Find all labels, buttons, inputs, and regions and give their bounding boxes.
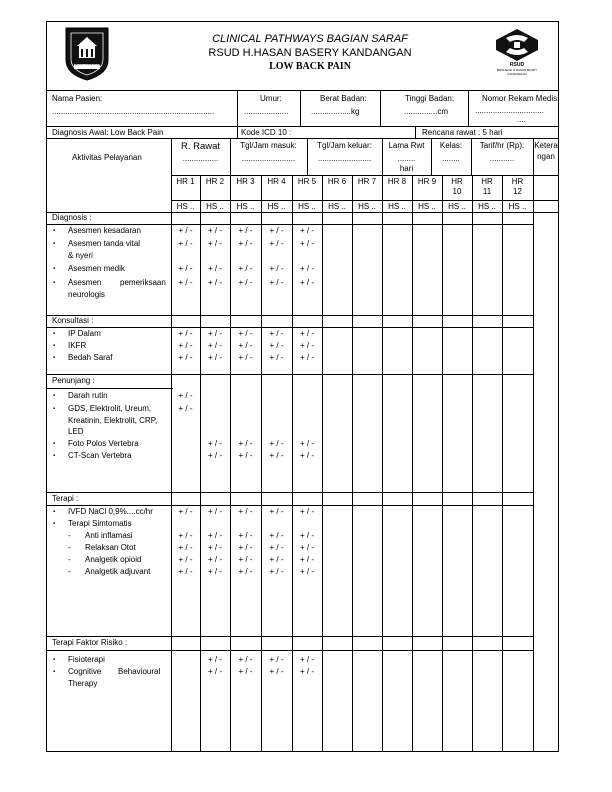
- r-rawat-header: R. Rawat: [180, 141, 221, 152]
- plus-minus-checkbox[interactable]: + / -: [178, 341, 193, 350]
- item-ivfd: IVFD NaCl 0,9%....cc/hr: [68, 507, 153, 516]
- plus-minus-checkbox[interactable]: + / -: [269, 341, 284, 350]
- tgl-keluar-header: Tgl/Jam keluar:: [317, 141, 372, 150]
- hs-cell[interactable]: HS ..: [206, 202, 224, 211]
- tgl-masuk-field[interactable]: ........................: [241, 154, 296, 163]
- rule-faktor-bottom: [46, 650, 533, 651]
- plus-minus-checkbox[interactable]: + / -: [269, 667, 284, 676]
- hs-cell[interactable]: HS ..: [448, 202, 466, 211]
- section-penunjang: Penunjang :: [52, 376, 95, 385]
- tgl-masuk-header: Tgl/Jam masuk:: [240, 141, 297, 150]
- plus-minus-checkbox[interactable]: + / -: [299, 555, 314, 564]
- rule-patient-v1: [237, 90, 238, 126]
- plus-minus-checkbox[interactable]: + / -: [269, 353, 284, 362]
- plus-minus-checkbox[interactable]: + / -: [178, 531, 193, 540]
- plus-minus-checkbox[interactable]: + / -: [299, 655, 314, 664]
- plus-minus-checkbox[interactable]: + / -: [207, 531, 222, 540]
- item-asesmen-tanda-vital: Asesmen tanda vital: [68, 239, 141, 248]
- plus-minus-checkbox[interactable]: + / -: [238, 278, 253, 287]
- bullet: ▪: [53, 509, 56, 515]
- bullet: ▪: [53, 657, 56, 663]
- plus-minus-checkbox[interactable]: + / -: [269, 567, 284, 576]
- rule-diag-bottom: [46, 138, 559, 139]
- keterangan-header-cont: ngan: [537, 152, 555, 161]
- right-logo-subtext: BRIGJEND H.HASAN BASRY KANDANGAN: [496, 68, 538, 76]
- plus-minus-checkbox[interactable]: + / -: [269, 507, 284, 516]
- plus-minus-checkbox[interactable]: + / -: [178, 555, 193, 564]
- plus-minus-checkbox[interactable]: + / -: [178, 567, 193, 576]
- bullet: ▪: [53, 441, 56, 447]
- plus-minus-checkbox[interactable]: + / -: [299, 278, 314, 287]
- bullet: ▪: [53, 241, 56, 247]
- hs-cell[interactable]: HS ..: [328, 202, 346, 211]
- plus-minus-checkbox[interactable]: + / -: [299, 264, 314, 273]
- item-asesmen-pemeriksaan-cont: neurologis: [68, 290, 105, 299]
- plus-minus-checkbox[interactable]: + / -: [299, 239, 314, 248]
- plus-minus-checkbox[interactable]: + / -: [178, 404, 193, 413]
- tarif-field[interactable]: ...........: [489, 154, 515, 163]
- plus-minus-checkbox[interactable]: + / -: [269, 226, 284, 235]
- bullet: ▪: [53, 669, 56, 675]
- rule-terapi-top: [46, 492, 533, 493]
- plus-minus-checkbox[interactable]: + / -: [238, 667, 253, 676]
- bullet: ▪: [53, 453, 56, 459]
- plus-minus-checkbox[interactable]: + / -: [269, 239, 284, 248]
- item-analgetik-opioid: Analgetik opioid: [85, 555, 142, 564]
- keterangan-header: Ketera: [534, 141, 558, 150]
- plus-minus-checkbox[interactable]: + / -: [269, 555, 284, 564]
- rule-penunjang-bottom: [46, 388, 173, 389]
- dash: -: [68, 531, 71, 540]
- plus-minus-checkbox[interactable]: + / -: [178, 543, 193, 552]
- hs-cell[interactable]: HS ..: [508, 202, 527, 211]
- title-line1: CLINICAL PATHWAYS BAGIAN SARAF: [212, 33, 408, 45]
- section-faktor-risiko: Terapi Faktor Risiko :: [52, 638, 128, 647]
- tinggi-badan-field[interactable]: ...............cm: [404, 107, 449, 116]
- plus-minus-checkbox[interactable]: + / -: [238, 226, 253, 235]
- dash: -: [68, 567, 71, 576]
- hr-column-header: HR: [451, 177, 463, 186]
- plus-minus-checkbox[interactable]: + / -: [178, 353, 193, 362]
- plus-minus-checkbox[interactable]: + / -: [299, 543, 314, 552]
- nama-pasien-label: Nama Pasien:: [52, 94, 103, 103]
- kelas-header: Kelas:: [439, 141, 463, 150]
- plus-minus-checkbox[interactable]: + / -: [238, 329, 253, 338]
- title-line2: RSUD H.HASAN BASERY KANDANGAN: [208, 47, 412, 59]
- rekam-medis-field[interactable]: ...............................: [475, 106, 544, 115]
- hr-column-header: HR 6: [327, 177, 347, 186]
- plus-minus-checkbox[interactable]: + / -: [178, 239, 193, 248]
- rule-patient-v3: [380, 90, 381, 126]
- plus-minus-checkbox[interactable]: + / -: [299, 226, 314, 235]
- bullet: ▪: [53, 228, 56, 234]
- plus-minus-checkbox[interactable]: + / -: [207, 507, 222, 516]
- plus-minus-checkbox[interactable]: + / -: [238, 507, 253, 516]
- right-logo-text: RSUD: [509, 62, 525, 68]
- plus-minus-checkbox[interactable]: + / -: [238, 439, 253, 448]
- plus-minus-checkbox[interactable]: + / -: [207, 439, 222, 448]
- right-logo: [494, 28, 540, 62]
- item-ip-dalam: IP Dalam: [68, 329, 101, 338]
- plus-minus-checkbox[interactable]: + / -: [178, 278, 193, 287]
- item-therapy: Therapy: [68, 679, 98, 688]
- hs-cell[interactable]: HS ..: [388, 202, 406, 211]
- diagnosis-awal: Diagnosis Awal: Low Back Pain: [52, 128, 164, 137]
- plus-minus-checkbox[interactable]: + / -: [269, 278, 284, 287]
- bullet: ▪: [53, 406, 56, 412]
- plus-minus-checkbox[interactable]: + / -: [207, 555, 222, 564]
- item-asesmen-pemeriksaan-word2: pemeriksaan: [120, 278, 166, 287]
- rule-hr-column: [472, 175, 473, 752]
- hr-column-header: 11: [482, 187, 492, 196]
- plus-minus-checkbox[interactable]: + / -: [238, 567, 253, 576]
- rule-hr-column: [322, 175, 323, 752]
- berat-badan-label: Berat Badan:: [320, 94, 367, 103]
- plus-minus-checkbox[interactable]: + / -: [299, 451, 314, 460]
- item-gds-cont2: LED: [68, 427, 84, 436]
- dash: -: [68, 543, 71, 552]
- bullet: ▪: [53, 280, 56, 286]
- item-behavioural: Behavioural: [118, 667, 161, 676]
- kode-icd[interactable]: Kode ICD 10 :: [241, 128, 292, 137]
- hr-column-header: HR 9: [417, 177, 437, 186]
- rule-penunjang-top: [46, 374, 533, 375]
- plus-minus-checkbox[interactable]: + / -: [178, 264, 193, 273]
- hs-cell[interactable]: HS ..: [418, 202, 436, 211]
- item-relaksan-otot: Relaksan Otot: [85, 543, 136, 552]
- hs-cell[interactable]: HS ..: [267, 202, 286, 211]
- plus-minus-checkbox[interactable]: + / -: [207, 264, 222, 273]
- item-gds-cont1: Kreatinin, Elektrolit, CRP,: [68, 416, 158, 425]
- left-logo-ribbon: KAB HULU SUNGAI SELATAN: [74, 64, 102, 66]
- plus-minus-checkbox[interactable]: + / -: [299, 329, 314, 338]
- hr-column-header: HR 8: [387, 177, 407, 186]
- hr-column-header: HR 3: [236, 177, 255, 186]
- hr-column-header: HR: [481, 177, 493, 186]
- plus-minus-checkbox[interactable]: + / -: [238, 239, 253, 248]
- plus-minus-checkbox[interactable]: + / -: [299, 531, 314, 540]
- plus-minus-checkbox[interactable]: + / -: [207, 451, 222, 460]
- plus-minus-checkbox[interactable]: + / -: [269, 329, 284, 338]
- plus-minus-checkbox[interactable]: + / -: [269, 655, 284, 664]
- rule-hr-column: [382, 175, 383, 752]
- item-anti-inflamasi: Anti inflamasi: [85, 531, 133, 540]
- plus-minus-checkbox[interactable]: + / -: [178, 391, 193, 400]
- section-terapi: Terapi :: [52, 494, 79, 503]
- rule-diagnosis-bottom: [46, 224, 533, 225]
- rule-head-v-ket: [533, 138, 534, 752]
- bullet: ▪: [53, 393, 56, 399]
- rule-terapi-bottom: [46, 505, 533, 506]
- rule-faktor-top: [46, 636, 533, 637]
- plus-minus-checkbox[interactable]: + / -: [269, 439, 284, 448]
- umur-field[interactable]: ....................: [244, 107, 289, 116]
- rule-header-bottom: [46, 90, 559, 91]
- plus-minus-checkbox[interactable]: + / -: [238, 264, 253, 273]
- plus-minus-checkbox[interactable]: + / -: [299, 353, 314, 362]
- section-konsultasi: Konsultasi :: [52, 316, 94, 325]
- nama-pasien-field[interactable]: .........................................................................: [52, 107, 215, 116]
- hs-cell[interactable]: HS ..: [478, 202, 496, 211]
- item-analgetik-adjuvant: Analgetik adjuvant: [85, 567, 151, 576]
- plus-minus-checkbox[interactable]: + / -: [207, 329, 222, 338]
- plus-minus-checkbox[interactable]: + / -: [238, 543, 253, 552]
- item-gds: GDS, Elektrolit, Ureum,: [68, 404, 152, 413]
- plus-minus-checkbox[interactable]: + / -: [238, 353, 253, 362]
- rekam-medis-label: Nomor Rekam Medis:: [482, 94, 560, 103]
- bullet: ▪: [53, 266, 56, 272]
- plus-minus-checkbox[interactable]: + / -: [269, 543, 284, 552]
- aktivitas-header: Aktivitas Pelayanan: [72, 153, 142, 162]
- section-diagnosis: Diagnosis :: [52, 213, 92, 222]
- rule-table-header-bottom: [46, 212, 559, 213]
- tgl-keluar-field[interactable]: ........................: [317, 154, 372, 163]
- rule-diag-v2: [415, 126, 416, 138]
- item-terapi-simtomatis: Terapi Simtomatis: [68, 519, 132, 528]
- hr-column-header: HR 1: [176, 177, 195, 186]
- item-ct-scan: CT-Scan Vertebra: [68, 451, 132, 460]
- tinggi-badan-label: Tinggi Badan:: [405, 94, 455, 103]
- rule-hr-column: [502, 175, 503, 752]
- plus-minus-checkbox[interactable]: + / -: [207, 239, 222, 248]
- plus-minus-checkbox[interactable]: + / -: [207, 667, 222, 676]
- rencana-rawat: Rencana rawat : 5 hari: [422, 128, 503, 137]
- hr-column-header: HR 2: [205, 177, 225, 186]
- rekam-medis-field-cont: ....: [517, 115, 526, 124]
- rule-hr-column: [200, 175, 201, 752]
- rule-patient-v2: [300, 90, 301, 126]
- lama-rawat-field[interactable]: ........: [397, 154, 416, 163]
- rule-patient-v4: [468, 90, 469, 126]
- berat-badan-field[interactable]: ..................kg: [311, 107, 360, 116]
- hr-column-header: HR 7: [357, 177, 377, 186]
- hr-column-header: HR: [511, 177, 524, 186]
- item-foto-polos: Foto Polos Vertebra: [68, 439, 139, 448]
- item-asesmen-tanda-vital-cont: & nyeri: [68, 251, 93, 260]
- plus-minus-checkbox[interactable]: + / -: [238, 341, 253, 350]
- title-line3: LOW BACK PAIN: [269, 61, 351, 72]
- plus-minus-checkbox[interactable]: + / -: [238, 451, 253, 460]
- rule-hr-column: [261, 175, 262, 752]
- plus-minus-checkbox[interactable]: + / -: [238, 531, 253, 540]
- rule-diag-v1: [237, 126, 238, 138]
- hs-cell[interactable]: HS ..: [358, 202, 376, 211]
- hr-column-header: 10: [452, 187, 462, 196]
- plus-minus-checkbox[interactable]: + / -: [299, 341, 314, 350]
- item-darah-rutin: Darah rutin: [68, 391, 108, 400]
- hs-cell[interactable]: HS ..: [176, 202, 195, 211]
- item-ikfr: IKFR: [68, 341, 87, 350]
- plus-minus-checkbox[interactable]: + / -: [299, 667, 314, 676]
- plus-minus-checkbox[interactable]: + / -: [207, 353, 222, 362]
- kelas-field[interactable]: ........: [442, 154, 460, 163]
- item-bedah-saraf: Bedah Saraf: [68, 353, 113, 362]
- hr-column-header: 12: [513, 187, 522, 196]
- plus-minus-checkbox[interactable]: + / -: [269, 531, 284, 540]
- plus-minus-checkbox[interactable]: + / -: [207, 341, 222, 350]
- item-asesmen-medik: Asesmen medik: [68, 264, 125, 273]
- item-asesmen-pemeriksaan: Asesmen: [68, 278, 102, 287]
- plus-minus-checkbox[interactable]: + / -: [178, 226, 193, 235]
- plus-minus-checkbox[interactable]: + / -: [238, 655, 253, 664]
- rule-konsultasi-top: [46, 315, 533, 316]
- umur-label: Umur:: [260, 94, 282, 103]
- plus-minus-checkbox[interactable]: + / -: [178, 507, 193, 516]
- rule-hr-column: [292, 175, 293, 752]
- plus-minus-checkbox[interactable]: + / -: [238, 555, 253, 564]
- dash: -: [68, 555, 71, 564]
- left-logo: [62, 26, 112, 82]
- lama-rawat-header: Lama Rwt: [388, 141, 425, 150]
- rule-hr-column: [412, 175, 413, 752]
- item-asesmen-kesadaran: Asesmen kesadaran: [68, 226, 141, 235]
- plus-minus-checkbox[interactable]: + / -: [207, 543, 222, 552]
- plus-minus-checkbox[interactable]: + / -: [207, 278, 222, 287]
- rule-hr-column: [230, 175, 231, 752]
- hr-column-header: HR 5: [297, 177, 317, 186]
- bullet: ▪: [53, 331, 56, 337]
- plus-minus-checkbox[interactable]: + / -: [299, 507, 314, 516]
- rule-hr-column: [352, 175, 353, 752]
- rule-hr-column: [442, 175, 443, 752]
- plus-minus-checkbox[interactable]: + / -: [269, 451, 284, 460]
- bullet: ▪: [53, 521, 56, 527]
- rule-konsultasi-bottom: [46, 327, 533, 328]
- plus-minus-checkbox[interactable]: + / -: [207, 655, 222, 664]
- bullet: ▪: [53, 355, 56, 361]
- plus-minus-checkbox[interactable]: + / -: [269, 264, 284, 273]
- hs-cell[interactable]: HS ..: [236, 202, 255, 211]
- item-cognitive: Cognitive: [68, 667, 102, 676]
- item-fisioterapi: Fisioterapi: [68, 655, 105, 664]
- bullet: ▪: [53, 343, 56, 349]
- rule-patient-bottom: [46, 126, 559, 127]
- plus-minus-checkbox[interactable]: + / -: [299, 567, 314, 576]
- hs-cell[interactable]: HS ..: [298, 202, 316, 211]
- plus-minus-checkbox[interactable]: + / -: [207, 567, 222, 576]
- hr-column-header: HR 4: [267, 177, 286, 186]
- tarif-header: Tarif/hr (Rp):: [479, 141, 525, 150]
- plus-minus-checkbox[interactable]: + / -: [178, 329, 193, 338]
- plus-minus-checkbox[interactable]: + / -: [299, 439, 314, 448]
- r-rawat-field[interactable]: ................: [182, 154, 219, 163]
- plus-minus-checkbox[interactable]: + / -: [207, 226, 222, 235]
- lama-rawat-unit: hari: [399, 164, 414, 173]
